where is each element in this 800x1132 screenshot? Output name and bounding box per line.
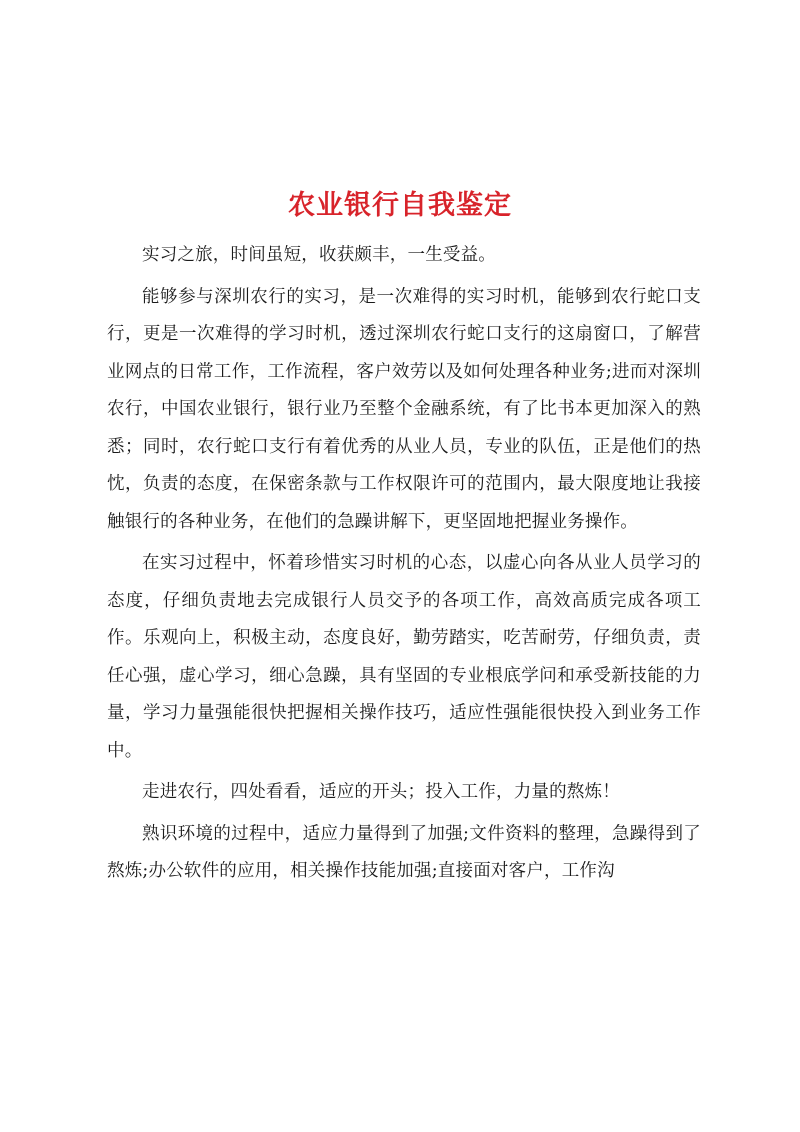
paragraph-environment: 熟识环境的过程中，适应力量得到了加强;文件资料的整理，急躁得到了熬炼;办公软件的应用，相关操作技能加强;直接面对客户，工作沟 <box>107 823 701 881</box>
document-title: 农业银行自我鉴定 <box>288 190 512 222</box>
document-body <box>107 237 701 891</box>
paragraph-intro: 实习之旅，时间虽短，收获颇丰，一生受益。 <box>142 245 496 265</box>
paragraph-entering-bank: 走进农行，四处看看，适应的开头；投入工作，力量的熬炼！ <box>142 782 620 802</box>
paragraph-internship-opportunity: 能够参与深圳农行的实习，是一次难得的实习时机，能够到农行蛇口支行，更是一次难得的学习时机，透过深圳农行蛇口支行的这扇窗口，了解营业网点的日常工作，工作流程，客户效劳以及如何处理各种业务;进而对深圳农行，中国农业银行，银行业乃至整个金融系统，有了比书本更加深入的熟悉；同时，农行蛇口支行有着优秀的从业人员，专业的队伍，正是他们的热忱，负责的态度，在保密条款与工作权限许可的范围内，最大限度地让我接触银行的各种业务，在他们的急躁讲解下，更坚固地把握业务操作。 <box>107 286 701 532</box>
paragraph-work-attitude: 在实习过程中，怀着珍惜实习时机的心态，以虚心向各从业人员学习的态度，仔细负责地去完成银行人员交予的各项工作，高效高质完成各项工作。乐观向上，积极主动，态度良好，勤劳踏实，吃苦耐劳，仔细负责，责任心强，虚心学习，细心急躁，具有坚固的专业根底学问和承受新技能的力量，学习力量强能很快把握相关操作技巧，适应性强能很快投入到业务工作中。 <box>107 553 701 761</box>
